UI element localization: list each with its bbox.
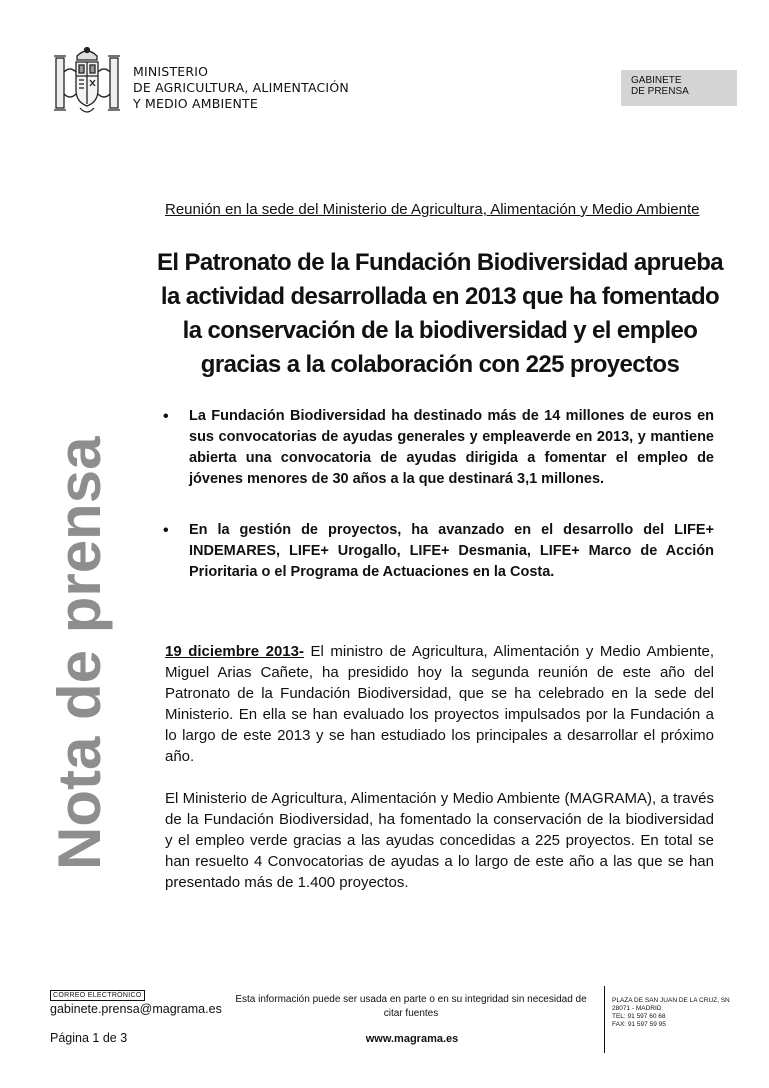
bullet-text: En la gestión de proyectos, ha avanzado en el desarrollo del LIFE+ INDEMARES, LIFE+ Urogallo, LIFE+ Desmania, LIFE+ Marco de Acción Prioritaria o el Programa de Actuaciones en la Costa. (189, 522, 714, 580)
address-line: PLAZA DE SAN JUAN DE LA CRUZ, SN (612, 997, 730, 1004)
ministry-name (133, 64, 349, 112)
paragraph-text: El ministro de Agricultura, Alimentación y Medio Ambiente, Miguel Arias Cañete, ha presidido hoy la segunda reunión de este año del Patronato de la Fundación Biodiversidad, que se ha celebrado en la sede del Ministerio. En ella se han evaluado los proyectos impulsados por la Fundación a lo largo de este 2013 y se han estudiado los principales a desarrollar el próximo año. (165, 643, 714, 765)
dateline: 19 diciembre 2013- (165, 643, 304, 660)
press-office-badge (621, 70, 737, 106)
coat-of-arms-icon (50, 42, 124, 122)
headline-line: la conservación de la biodiversidad y el empleo (182, 317, 698, 344)
badge-line: GABINETE (631, 75, 682, 86)
summary-bullet (163, 520, 714, 583)
email-label: CORREO ELECTRÓNICO (50, 990, 145, 1001)
side-label: Nota de prensa (46, 436, 113, 870)
headline-line: la actividad desarrollada en 2013 que ha fomentado (160, 283, 720, 310)
address-line: 28071 - MADRID (612, 1005, 662, 1012)
headline-line: gracias a la colaboración con 225 proyectos (200, 351, 680, 378)
body-paragraph (165, 641, 714, 767)
headline-line: El Patronato de la Fundación Biodiversidad aprueba (156, 249, 724, 276)
bullet-icon: • (163, 522, 169, 539)
ministry-line: DE AGRICULTURA, ALIMENTACIÓN (133, 80, 349, 95)
body-text (165, 641, 714, 914)
bullet-text: La Fundación Biodiversidad ha destinado más de 14 millones de euros en sus convocatorias de ayudas generales y empleaverde en 2013, y mantiene abierta una convocatoria de ayudas dirigida a fomentar el empleo de jóvenes menores de 30 años a la que destinará 3,1 millones. (189, 408, 714, 487)
ministry-line: Y MEDIO AMBIENTE (133, 96, 258, 111)
bullet-icon: • (163, 408, 169, 425)
headline (150, 246, 730, 382)
website-link[interactable]: www.magrama.es (365, 1033, 459, 1045)
footer-divider (604, 986, 605, 1053)
summary-bullet (163, 406, 714, 490)
page-number: Página 1 de 3 (50, 1031, 128, 1045)
kicker: Reunión en la sede del Ministerio de Agricultura, Alimentación y Medio Ambiente (165, 201, 700, 218)
ministry-line: MINISTERIO (133, 64, 209, 79)
address-line: TEL: 91 597 60 68 (612, 1013, 666, 1020)
summary-bullets (163, 406, 714, 583)
address-block (612, 997, 752, 1029)
email-link[interactable]: gabinete.prensa@magrama.es (50, 1002, 222, 1016)
address-line: FAX: 91 597 59 95 (612, 1021, 666, 1028)
badge-line: DE PRENSA (631, 86, 689, 97)
body-paragraph: El Ministerio de Agricultura, Alimentación y Medio Ambiente (MAGRAMA), a través de la Fundación Biodiversidad, ha fomentado la conservación de la biodiversidad y el empleo verde gracias a las ayudas concedidas a 225 proyectos. En total se han resuelto 4 Convocatorias de ayudas a lo largo de este año a las que se han presentado más de 1.400 proyectos. (165, 790, 714, 891)
disclaimer: Esta información puede ser usada en parte o en su integridad sin necesidad de citar fuentes (235, 994, 587, 1019)
